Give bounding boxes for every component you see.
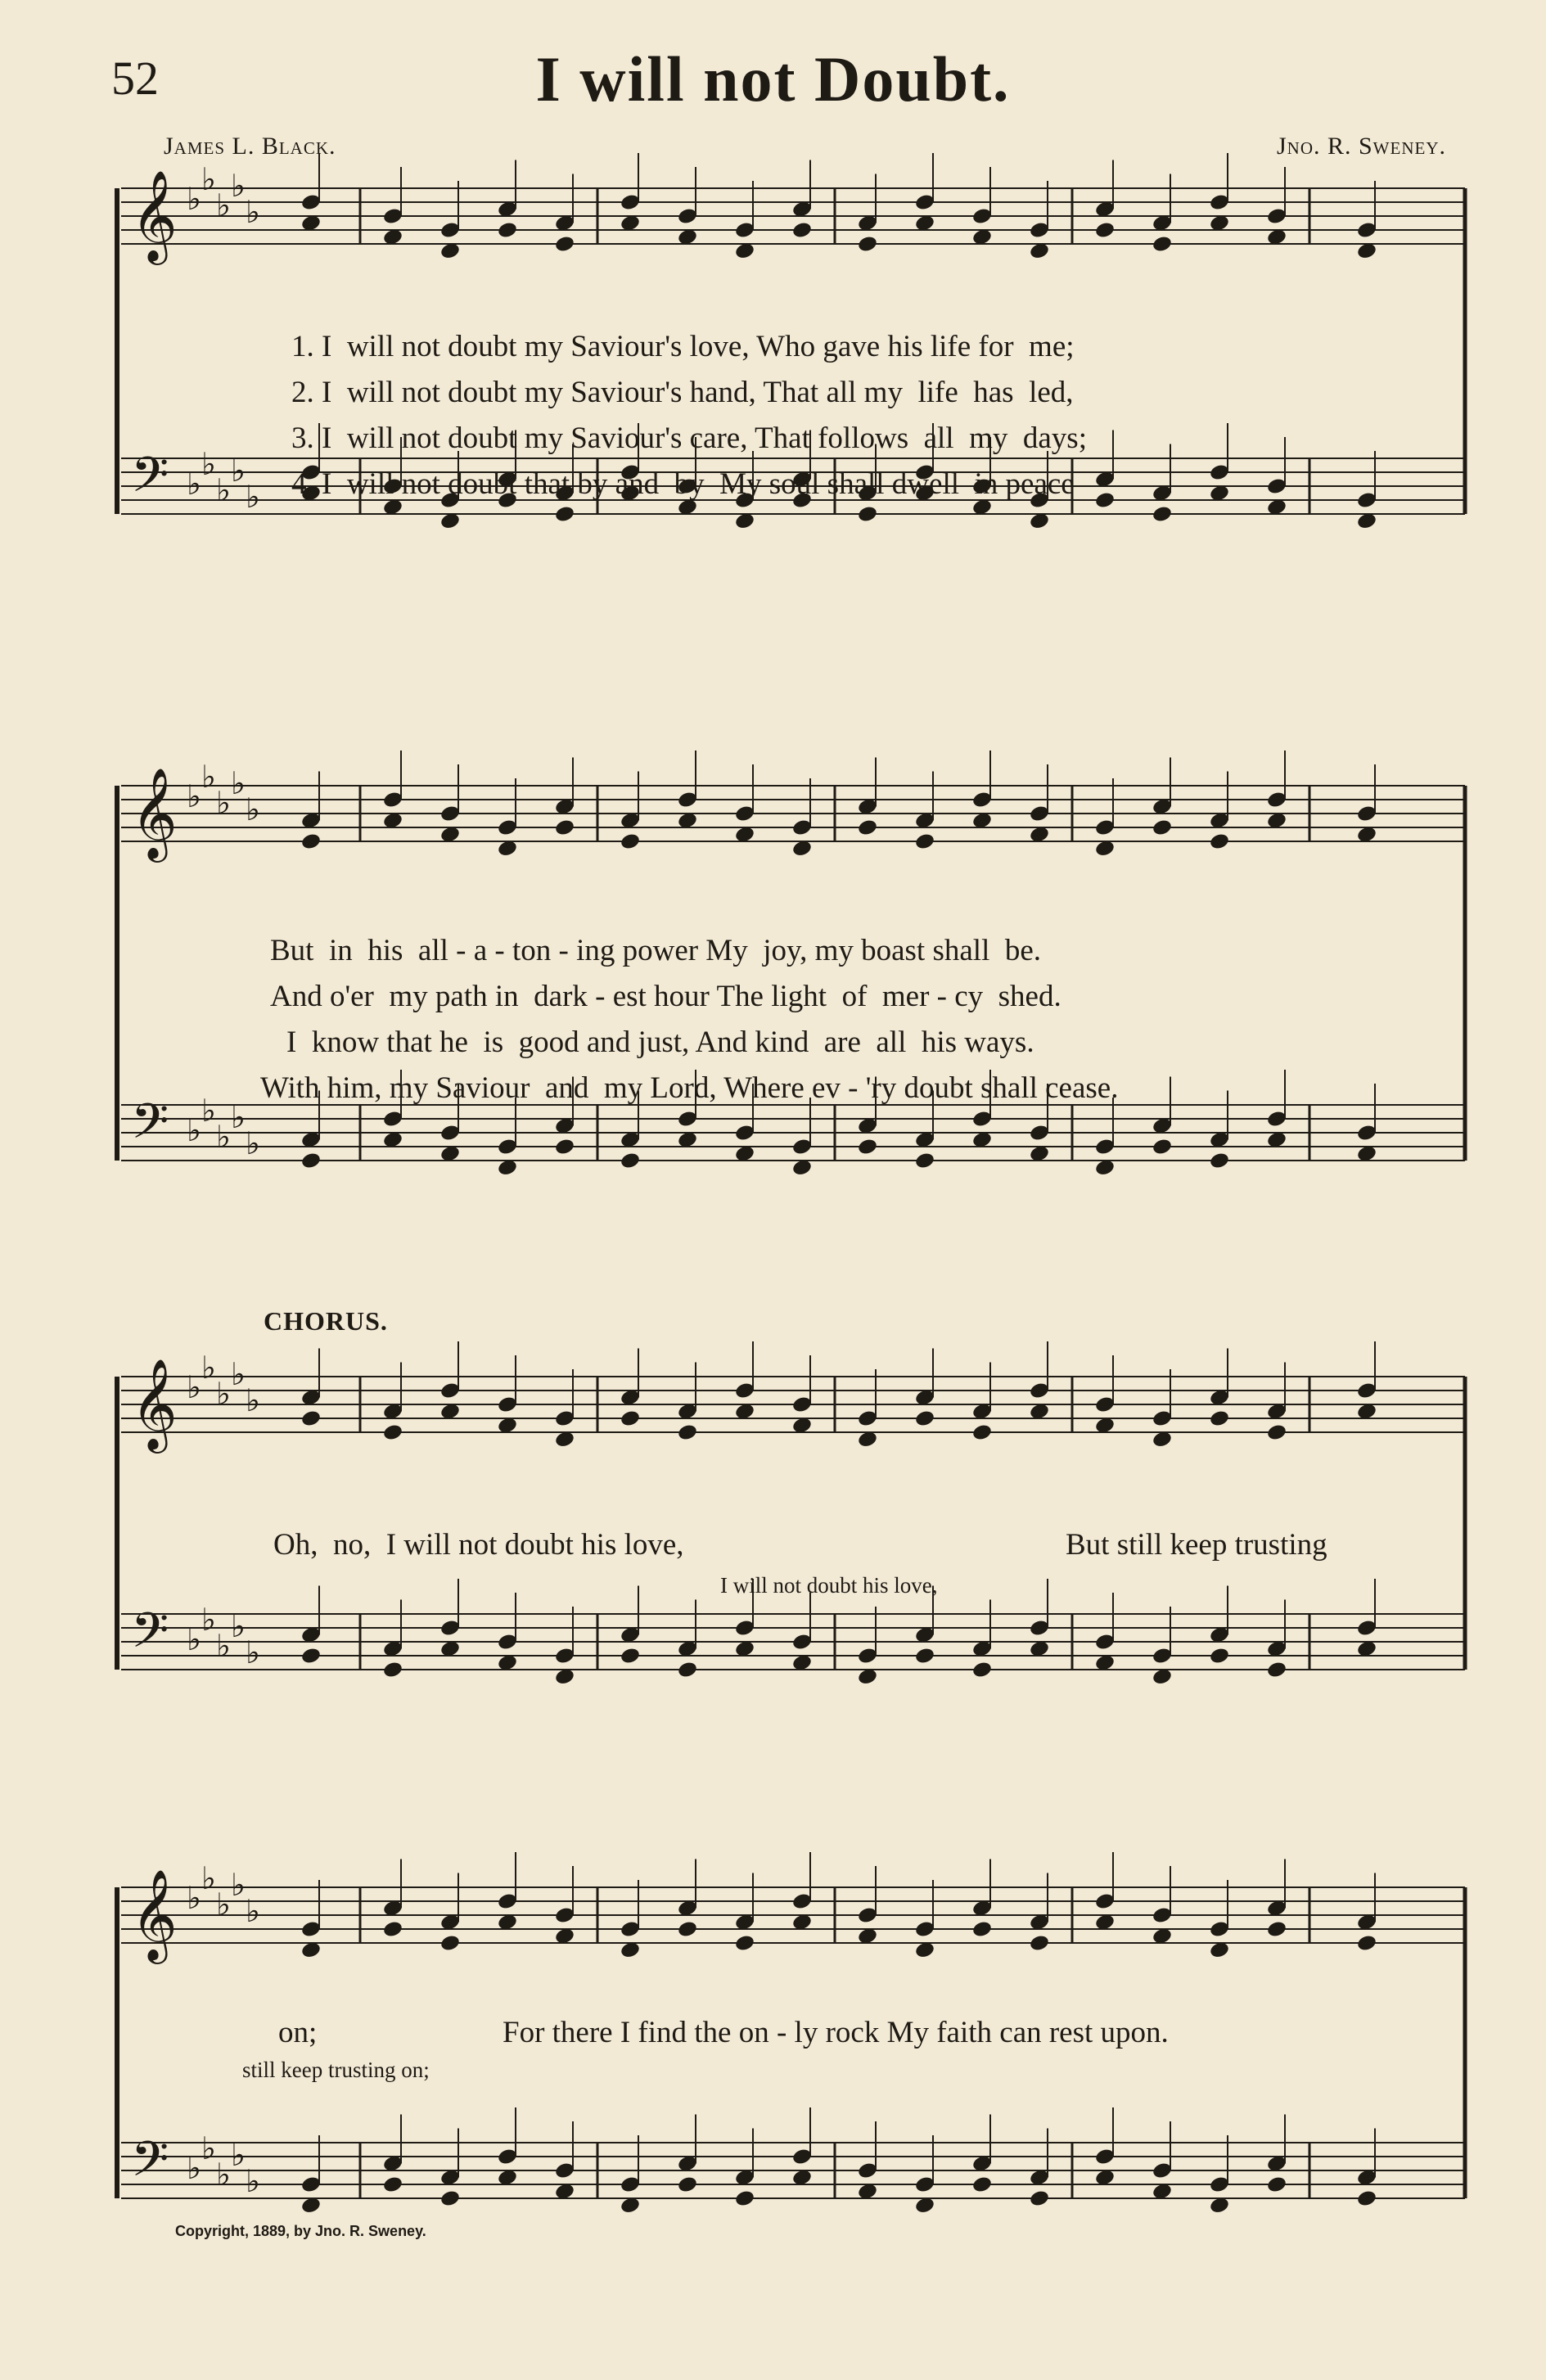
note-head bbox=[914, 1152, 935, 1170]
flat-icon: ♭ bbox=[216, 785, 231, 821]
note-head bbox=[439, 2189, 461, 2208]
chorus-lyric-1-end: But still keep trusting bbox=[1066, 1528, 1327, 1562]
verse-4-line-a: 4. I will not doubt that by and by My soul shall dwell in peace bbox=[291, 467, 1075, 501]
system-bar bbox=[115, 786, 119, 1161]
note-head bbox=[971, 1920, 993, 1939]
page-number: 52 bbox=[111, 52, 159, 105]
verse-3-line-b: I know that he is good and just, And kind are all his ways. bbox=[286, 1025, 1034, 1059]
flat-icon: ♭ bbox=[216, 1628, 231, 1664]
treble-clef-icon: 𝄞 bbox=[131, 169, 178, 261]
note-head bbox=[1209, 1152, 1230, 1170]
note-head bbox=[857, 818, 878, 837]
treble-clef-icon: 𝄞 bbox=[131, 767, 178, 859]
hymn-title: I will not Doubt. bbox=[535, 43, 1011, 115]
note-head bbox=[620, 1647, 641, 1666]
note-head bbox=[300, 1647, 322, 1666]
note-head bbox=[1029, 1934, 1050, 1953]
flat-icon: ♭ bbox=[246, 1634, 260, 1670]
note-head bbox=[1356, 1934, 1377, 1953]
note-head bbox=[300, 1152, 322, 1170]
note-head bbox=[914, 1647, 935, 1666]
verse-1-line-a: 1. I will not doubt my Saviour's love, Who gave his life for me; bbox=[291, 330, 1075, 363]
note-head bbox=[620, 832, 641, 851]
flat-icon: ♭ bbox=[231, 1608, 246, 1644]
note-head bbox=[1266, 2175, 1287, 2194]
bass-clef-icon: 𝄢 bbox=[131, 446, 169, 515]
treble-clef-icon: 𝄞 bbox=[131, 1868, 178, 1960]
flat-icon: ♭ bbox=[216, 1119, 231, 1155]
bass-clef-icon: 𝄢 bbox=[131, 1093, 169, 1161]
chorus-label: CHORUS. bbox=[264, 1306, 388, 1336]
note-head bbox=[1209, 832, 1230, 851]
flat-icon: ♭ bbox=[187, 1880, 201, 1916]
note-head bbox=[677, 1920, 698, 1939]
note-head bbox=[1094, 221, 1116, 240]
verse-2-line-a: 2. I will not doubt my Saviour's hand, That all my life has led, bbox=[291, 376, 1074, 409]
flat-icon: ♭ bbox=[231, 1356, 246, 1392]
flat-icon: ♭ bbox=[231, 168, 246, 204]
flat-icon: ♭ bbox=[201, 1350, 216, 1386]
treble-clef-icon: 𝄞 bbox=[131, 1358, 178, 1449]
note-head bbox=[1094, 491, 1116, 510]
note-head bbox=[554, 505, 575, 524]
note-head bbox=[971, 1423, 993, 1442]
flat-icon: ♭ bbox=[201, 1602, 216, 1638]
note-head bbox=[857, 235, 878, 254]
bass-clef-icon: 𝄢 bbox=[131, 2130, 169, 2199]
composer-credit: Jno. R. Sweney. bbox=[1276, 133, 1446, 160]
flat-icon: ♭ bbox=[201, 1093, 216, 1129]
note-head bbox=[677, 1661, 698, 1679]
note-head bbox=[1152, 818, 1173, 837]
verse-2-line-b: And o'er my path in dark - est hour The light of mer - cy shed. bbox=[270, 980, 1061, 1013]
note-head bbox=[1266, 1423, 1287, 1442]
flat-icon: ♭ bbox=[216, 2157, 231, 2193]
note-head bbox=[554, 1138, 575, 1156]
flat-icon: ♭ bbox=[201, 759, 216, 795]
flat-icon: ♭ bbox=[231, 2137, 246, 2173]
flat-icon: ♭ bbox=[246, 791, 260, 827]
flat-icon: ♭ bbox=[216, 1376, 231, 1412]
flat-icon: ♭ bbox=[216, 472, 231, 508]
flat-icon: ♭ bbox=[246, 2163, 260, 2199]
note-head bbox=[857, 1138, 878, 1156]
copyright-notice: Copyright, 1889, by Jno. R. Sweney. bbox=[175, 2223, 426, 2239]
note-head bbox=[1266, 1661, 1287, 1679]
chorus-bass-lyric-1: I will not doubt his love, bbox=[720, 1573, 938, 1598]
flat-icon: ♭ bbox=[187, 181, 201, 217]
flat-icon: ♭ bbox=[231, 1099, 246, 1135]
note-head bbox=[382, 1661, 403, 1679]
flat-icon: ♭ bbox=[216, 1886, 231, 1922]
note-head bbox=[1356, 2189, 1377, 2208]
note-head bbox=[971, 1661, 993, 1679]
system-bar bbox=[115, 1887, 119, 2198]
note-head bbox=[1152, 1138, 1173, 1156]
flat-icon: ♭ bbox=[187, 2150, 201, 2186]
flat-icon: ♭ bbox=[201, 1860, 216, 1896]
flat-icon: ♭ bbox=[201, 161, 216, 197]
flat-icon: ♭ bbox=[231, 453, 246, 489]
note-head bbox=[734, 2189, 755, 2208]
system-bar bbox=[115, 188, 119, 514]
note-head bbox=[1209, 1409, 1230, 1428]
chorus-lyric-2-start: on; bbox=[278, 2016, 318, 2049]
note-head bbox=[300, 1409, 322, 1428]
lyricist-credit: James L. Black. bbox=[164, 133, 336, 160]
note-head bbox=[914, 1409, 935, 1428]
note-head bbox=[677, 2175, 698, 2194]
note-head bbox=[1152, 235, 1173, 254]
flat-icon: ♭ bbox=[187, 1621, 201, 1657]
verse-4-line-b: With him, my Saviour and my Lord, Where ev - 'ry doubt shall cease. bbox=[260, 1071, 1119, 1105]
flat-icon: ♭ bbox=[231, 1867, 246, 1903]
chorus-bass-lyric-2: still keep trusting on; bbox=[242, 2058, 430, 2082]
note-head bbox=[1209, 1647, 1230, 1666]
verse-3-line-a: 3. I will not doubt my Saviour's care, That follows all my days; bbox=[291, 421, 1087, 455]
flat-icon: ♭ bbox=[201, 446, 216, 482]
note-head bbox=[1266, 1920, 1287, 1939]
flat-icon: ♭ bbox=[187, 1369, 201, 1405]
flat-icon: ♭ bbox=[201, 2130, 216, 2166]
note-head bbox=[914, 832, 935, 851]
note-head bbox=[620, 1409, 641, 1428]
note-head bbox=[857, 505, 878, 524]
system-bar bbox=[115, 1377, 119, 1670]
note-head bbox=[497, 221, 518, 240]
note-head bbox=[791, 221, 813, 240]
flat-icon: ♭ bbox=[246, 1893, 260, 1929]
note-head bbox=[554, 235, 575, 254]
chorus-lyric-2: For there I find the on - ly rock My faith can rest upon. bbox=[503, 2016, 1169, 2049]
note-head bbox=[734, 1934, 755, 1953]
verse-1-line-b: But in his all - a - ton - ing power My joy, my boast shall be. bbox=[270, 934, 1042, 967]
bass-clef-icon: 𝄢 bbox=[131, 1602, 169, 1670]
chorus-lyric-1: Oh, no, I will not doubt his love, bbox=[273, 1528, 684, 1562]
note-head bbox=[677, 1423, 698, 1442]
flat-icon: ♭ bbox=[246, 194, 260, 230]
note-head bbox=[382, 1920, 403, 1939]
flat-icon: ♭ bbox=[187, 778, 201, 814]
note-head bbox=[382, 1423, 403, 1442]
flat-icon: ♭ bbox=[246, 1382, 260, 1418]
note-head bbox=[439, 1934, 461, 1953]
note-head bbox=[1029, 2189, 1050, 2208]
note-head bbox=[971, 2175, 993, 2194]
note-head bbox=[1152, 505, 1173, 524]
note-head bbox=[554, 818, 575, 837]
flat-icon: ♭ bbox=[216, 187, 231, 223]
flat-icon: ♭ bbox=[246, 479, 260, 515]
note-head bbox=[620, 1152, 641, 1170]
flat-icon: ♭ bbox=[231, 765, 246, 801]
note-head bbox=[300, 832, 322, 851]
flat-icon: ♭ bbox=[187, 466, 201, 502]
flat-icon: ♭ bbox=[187, 1112, 201, 1148]
flat-icon: ♭ bbox=[246, 1125, 260, 1161]
note-head bbox=[382, 2175, 403, 2194]
